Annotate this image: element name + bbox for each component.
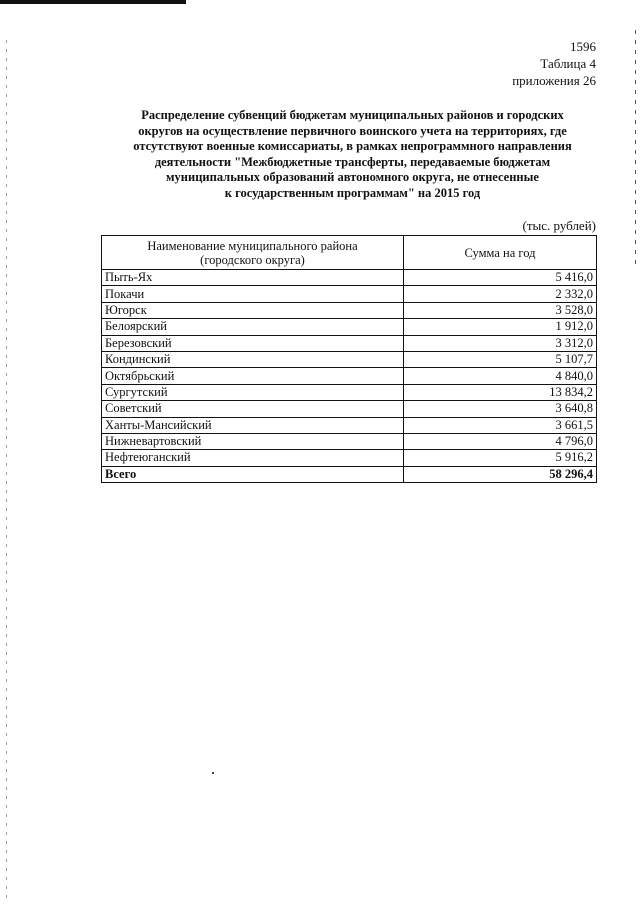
district-sum: 2 332,0 [404, 286, 597, 302]
title-line: к государственным программам" на 2015 год [224, 185, 481, 200]
district-sum: 4 840,0 [404, 368, 597, 384]
district-sum: 5 416,0 [404, 270, 597, 286]
title-line: округов на осуществление первичного воинского учета на территориях, где [138, 123, 567, 138]
title-line: муниципальных образований автономного округа, не отнесенные [166, 170, 539, 184]
district-sum: 1 912,0 [404, 319, 597, 335]
table-body [102, 270, 597, 483]
table-row [102, 368, 597, 384]
scan-left-edge [6, 40, 7, 900]
title-line: отсутствуют военные комиссариаты, в рамках непрограммного направления [133, 139, 572, 153]
district-name: Покачи [102, 286, 404, 302]
document-header [512, 38, 596, 89]
district-sum: 3 661,5 [404, 417, 597, 433]
scan-speck [212, 772, 214, 774]
district-sum: 4 796,0 [404, 433, 597, 449]
table-row [102, 450, 597, 466]
total-label: Всего [102, 466, 404, 482]
column-header-sum: Сумма на год [404, 236, 597, 270]
district-name: Югорск [102, 302, 404, 318]
district-sum: 13 834,2 [404, 384, 597, 400]
district-name: Октябрьский [102, 368, 404, 384]
district-name: Сургутский [102, 384, 404, 400]
district-sum: 5 107,7 [404, 351, 597, 367]
district-name: Нижневартовский [102, 433, 404, 449]
column-header-name-line2: (городского округа) [200, 252, 305, 267]
table-row [102, 319, 597, 335]
district-name: Советский [102, 401, 404, 417]
district-sum: 3 528,0 [404, 302, 597, 318]
district-sum: 3 640,8 [404, 401, 597, 417]
district-sum: 3 312,0 [404, 335, 597, 351]
top-border-mark [0, 0, 186, 4]
table-header-row [102, 236, 597, 270]
district-name: Белоярский [102, 319, 404, 335]
table-row [102, 417, 597, 433]
district-name: Пыть-Ях [102, 270, 404, 286]
title-line: Распределение субвенций бюджетам муниципальных районов и городских [141, 108, 564, 122]
table-label: Таблица 4 [540, 56, 596, 71]
table-total-row [102, 466, 597, 482]
table-row [102, 351, 597, 367]
district-name: Березовский [102, 335, 404, 351]
table-row [102, 286, 597, 302]
title-line: деятельности "Межбюджетные трансферты, передаваемые бюджетам [154, 154, 551, 169]
table-row [102, 401, 597, 417]
units-label: (тыс. рублей) [522, 218, 596, 233]
column-header-name-line1: Наименование муниципального района [147, 238, 358, 253]
table-row [102, 302, 597, 318]
table-row [102, 384, 597, 400]
district-name: Ханты-Мансийский [102, 417, 404, 433]
total-sum: 58 296,4 [404, 466, 597, 482]
table-row [102, 433, 597, 449]
column-header-name [102, 236, 404, 270]
district-name: Кондинский [102, 351, 404, 367]
appendix-label: приложения 26 [512, 73, 596, 88]
document-title [100, 108, 605, 201]
scan-right-edge [635, 30, 636, 270]
district-sum: 5 916,2 [404, 450, 597, 466]
table-row [102, 270, 597, 286]
page-number: 1596 [570, 39, 596, 54]
table-row [102, 335, 597, 351]
district-name: Нефтеюганский [102, 450, 404, 466]
subsidy-table [101, 235, 597, 483]
